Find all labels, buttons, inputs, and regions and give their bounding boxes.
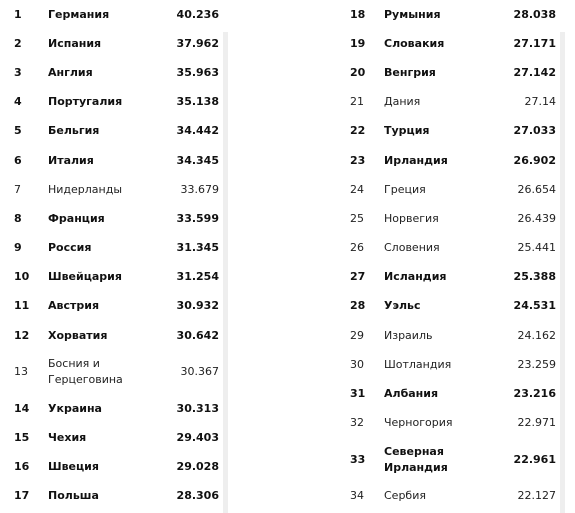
- table-row: [337, 263, 565, 292]
- table-row: [337, 321, 565, 350]
- table-row: [337, 204, 565, 233]
- points-cell: 27.142: [513, 65, 556, 79]
- country-name-cell: Сербия: [384, 489, 426, 503]
- rank-cell: 9: [14, 241, 22, 255]
- points-cell: 23.259: [517, 357, 556, 371]
- table-row: [337, 58, 565, 87]
- rank-cell: 34: [350, 489, 364, 503]
- country-name-cell: Словения: [384, 241, 440, 255]
- country-name-cell: Италия: [48, 153, 94, 167]
- rank-cell: 10: [14, 270, 30, 284]
- points-cell: 30.313: [176, 401, 219, 415]
- rank-cell: 23: [350, 153, 366, 167]
- points-cell: 30.932: [176, 299, 219, 313]
- table-row: [337, 117, 565, 146]
- country-name-cell: Испания: [48, 36, 102, 50]
- country-name-cell: Словакия: [384, 36, 445, 50]
- points-cell: 22.127: [517, 489, 556, 503]
- rank-cell: 25: [350, 211, 364, 225]
- points-cell: 29.028: [176, 460, 219, 474]
- rank-cell: 16: [14, 460, 30, 474]
- country-name-cell: Чехия: [48, 431, 87, 445]
- table-row: [0, 292, 228, 321]
- rank-cell: 24: [350, 182, 364, 196]
- rank-cell: 7: [14, 182, 21, 196]
- table-row: [0, 234, 228, 263]
- country-name-cell: Шотландия: [384, 357, 452, 371]
- country-name-cell: Босния и Герцеговина: [48, 357, 123, 387]
- points-cell: 35.963: [176, 65, 219, 79]
- country-name-cell: Польша: [48, 489, 99, 503]
- rank-cell: 20: [350, 65, 366, 79]
- country-name-cell: Франция: [48, 211, 105, 225]
- table-row: [0, 394, 228, 423]
- rank-cell: 28: [350, 299, 366, 313]
- points-cell: 30.642: [176, 328, 219, 342]
- country-name-cell: Албания: [384, 387, 439, 401]
- points-cell: 25.441: [517, 241, 556, 255]
- points-cell: 26.439: [517, 211, 556, 225]
- country-name-cell: Нидерланды: [48, 182, 123, 196]
- country-name-cell: Германия: [48, 7, 110, 21]
- points-cell: 30.367: [180, 365, 219, 379]
- points-cell: 27.033: [513, 124, 556, 138]
- points-cell: 34.442: [176, 124, 219, 138]
- table-row: [337, 379, 565, 408]
- country-name-cell: Северная Ирландия: [384, 444, 448, 474]
- country-name-cell: Черногория: [384, 416, 453, 430]
- rank-cell: 22: [350, 124, 366, 138]
- table-row: [0, 146, 228, 175]
- country-name-cell: Португалия: [48, 95, 123, 109]
- table-row: [337, 146, 565, 175]
- points-cell: 31.345: [176, 241, 219, 255]
- rank-cell: 12: [14, 328, 30, 342]
- country-name-cell: Норвегия: [384, 211, 439, 225]
- points-cell: 34.345: [176, 153, 219, 167]
- rank-cell: 6: [14, 153, 22, 167]
- country-name-cell: Румыния: [384, 7, 441, 21]
- rank-cell: 14: [14, 401, 30, 415]
- table-row: [0, 0, 228, 29]
- table-row: [337, 88, 565, 117]
- table-row: [337, 482, 565, 511]
- table-row: [337, 438, 565, 482]
- table-row: [337, 0, 565, 29]
- rank-cell: 2: [14, 36, 22, 50]
- country-name-cell: Англия: [48, 65, 93, 79]
- table-row: [337, 234, 565, 263]
- points-cell: 35.138: [176, 95, 219, 109]
- table-row: [337, 409, 565, 438]
- country-name-cell: Ирландия: [384, 153, 448, 167]
- points-cell: 24.162: [517, 328, 556, 342]
- country-name-cell: Греция: [384, 182, 426, 196]
- table-row: [0, 263, 228, 292]
- rank-cell: 30: [350, 357, 364, 371]
- rank-cell: 29: [350, 328, 364, 342]
- country-name-cell: Россия: [48, 241, 92, 255]
- table-row: [0, 58, 228, 87]
- points-cell: 29.403: [176, 431, 219, 445]
- country-name-cell: Швеция: [48, 460, 99, 474]
- rank-cell: 17: [14, 489, 30, 503]
- rank-cell: 32: [350, 416, 364, 430]
- points-cell: 28.306: [176, 489, 219, 503]
- rank-cell: 5: [14, 124, 22, 138]
- points-cell: 26.902: [513, 153, 556, 167]
- table-row: [0, 482, 228, 511]
- country-name-cell: Венгрия: [384, 65, 436, 79]
- rank-cell: 1: [14, 7, 22, 21]
- country-name-cell: Швейцария: [48, 270, 122, 284]
- country-name-cell: Хорватия: [48, 328, 108, 342]
- table-row: [0, 423, 228, 452]
- table-row: [0, 29, 228, 58]
- points-cell: 25.388: [513, 270, 556, 284]
- rank-cell: 31: [350, 387, 366, 401]
- rank-cell: 8: [14, 211, 22, 225]
- table-row: [0, 204, 228, 233]
- ranking-column-left: [0, 0, 228, 511]
- table-row: [0, 350, 228, 394]
- rank-cell: 15: [14, 431, 30, 445]
- points-cell: 33.679: [180, 182, 219, 196]
- rank-cell: 13: [14, 365, 28, 379]
- points-cell: 26.654: [517, 182, 556, 196]
- country-name-cell: Дания: [384, 95, 421, 109]
- rank-cell: 33: [350, 452, 366, 466]
- table-row: [0, 321, 228, 350]
- rank-cell: 11: [14, 299, 30, 313]
- country-name-cell: Украина: [48, 401, 102, 415]
- rank-cell: 26: [350, 241, 364, 255]
- table-row: [0, 88, 228, 117]
- ranking-column-right: [337, 0, 565, 511]
- country-name-cell: Австрия: [48, 299, 100, 313]
- points-cell: 31.254: [176, 270, 219, 284]
- country-name-cell: Турция: [384, 124, 430, 138]
- points-cell: 27.14: [524, 95, 556, 109]
- table-row: [337, 350, 565, 379]
- points-cell: 22.971: [517, 416, 556, 430]
- points-cell: 24.531: [513, 299, 556, 313]
- points-cell: 27.171: [513, 36, 556, 50]
- country-name-cell: Бельгия: [48, 124, 100, 138]
- points-cell: 33.599: [176, 211, 219, 225]
- points-cell: 28.038: [513, 7, 556, 21]
- rank-cell: 3: [14, 65, 22, 79]
- table-row: [337, 292, 565, 321]
- rank-cell: 21: [350, 95, 364, 109]
- table-row: [0, 453, 228, 482]
- table-row: [0, 117, 228, 146]
- table-row: [337, 29, 565, 58]
- rank-cell: 4: [14, 95, 22, 109]
- country-name-cell: Исландия: [384, 270, 447, 284]
- rank-cell: 27: [350, 270, 366, 284]
- country-name-cell: Израиль: [384, 328, 433, 342]
- rank-cell: 19: [350, 36, 366, 50]
- points-cell: 22.961: [513, 452, 556, 466]
- table-row: [0, 175, 228, 204]
- points-cell: 23.216: [513, 387, 556, 401]
- points-cell: 37.962: [176, 36, 219, 50]
- rank-cell: 18: [350, 7, 366, 21]
- table-row: [337, 175, 565, 204]
- points-cell: 40.236: [176, 7, 219, 21]
- country-name-cell: Уэльс: [384, 299, 421, 313]
